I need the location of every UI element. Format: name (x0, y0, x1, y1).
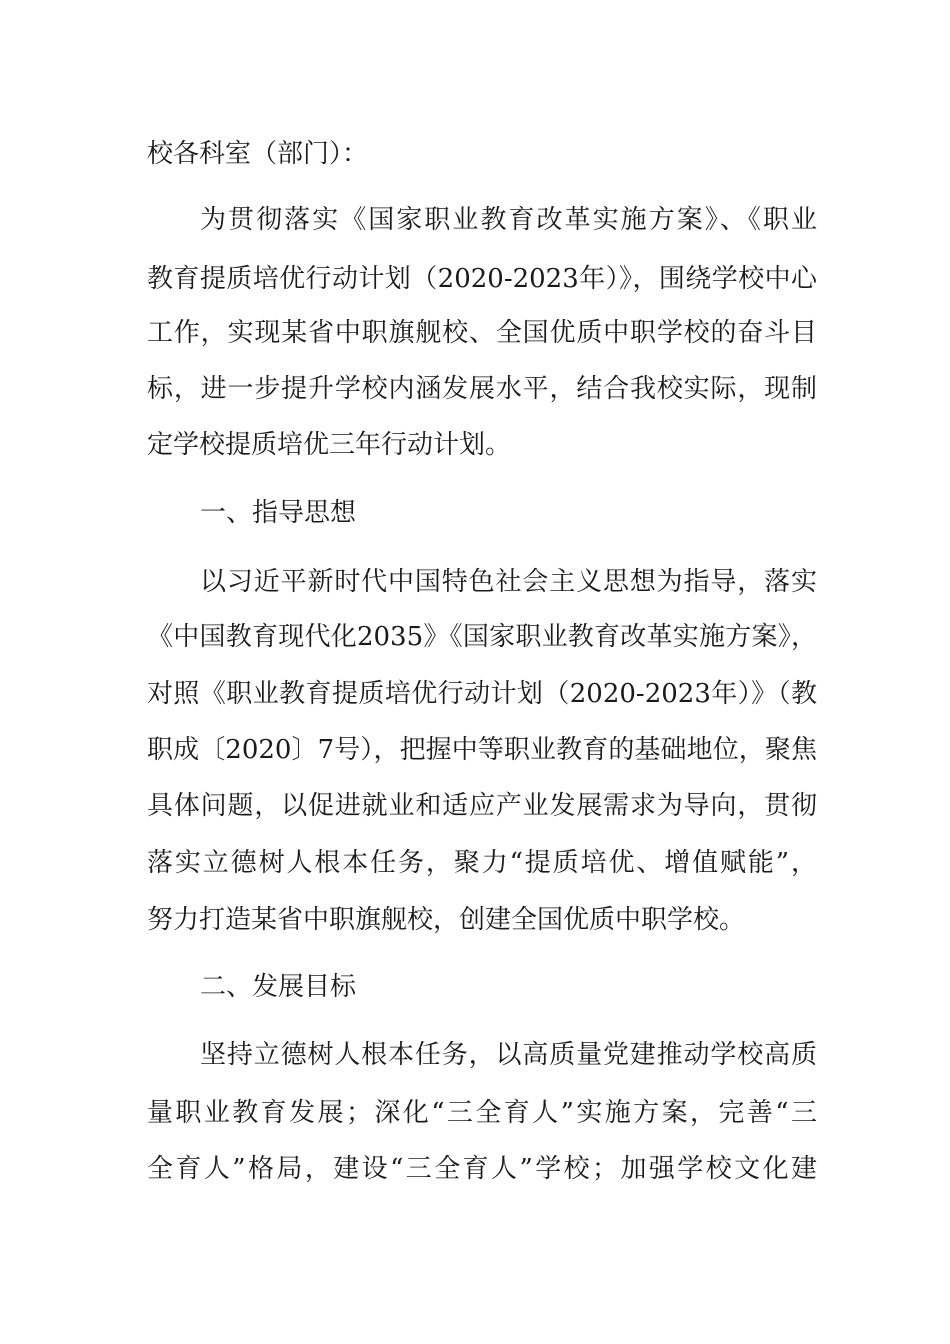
intro-line: 工作，实现某省中职旗舰校、全国优质中职学校的奋斗目 (147, 318, 817, 348)
intro-line: 定学校提质培优三年行动计划。 (147, 430, 512, 460)
section-heading-guiding-ideology: 一、指导思想 (200, 498, 357, 528)
section2-line: 量职业教育发展；深化“三全育人”实施方案，完善“三 (147, 1098, 817, 1128)
section1-line: 落实立德树人根本任务，聚力“提质培优、增值赋能”， (147, 848, 817, 878)
intro-line: 为贯彻落实《国家职业教育改革实施方案》、《职业 (200, 205, 817, 235)
salutation: 校各科室（部门）： (147, 139, 369, 169)
section1-line: 具体问题，以促进就业和适应产业发展需求为导向，贯彻 (147, 791, 817, 821)
section2-line: 坚持立德树人根本任务，以高质量党建推动学校高质 (200, 1040, 817, 1070)
intro-line: 教育提质培优行动计划（2020-2023年）》，围绕学校中心 (147, 264, 817, 294)
section1-line: 努力打造某省中职旗舰校，创建全国优质中职学校。 (147, 905, 746, 935)
section2-line: 全育人”格局，建设“三全育人”学校；加强学校文化建 (147, 1154, 817, 1184)
section1-line: 对照《职业教育提质培优行动计划（2020-2023年）》（教 (147, 679, 817, 709)
section1-line: 《中国教育现代化2035》《国家职业教育改革实施方案》， (147, 622, 817, 652)
section1-line: 职成〔2020〕7号），把握中等职业教育的基础地位，聚焦 (147, 735, 817, 765)
intro-line: 标，进一步提升学校内涵发展水平，结合我校实际，现制 (147, 374, 817, 404)
section1-line: 以习近平新时代中国特色社会主义思想为指导，落实 (200, 567, 817, 597)
section-heading-development-goals: 二、发展目标 (200, 972, 357, 1002)
